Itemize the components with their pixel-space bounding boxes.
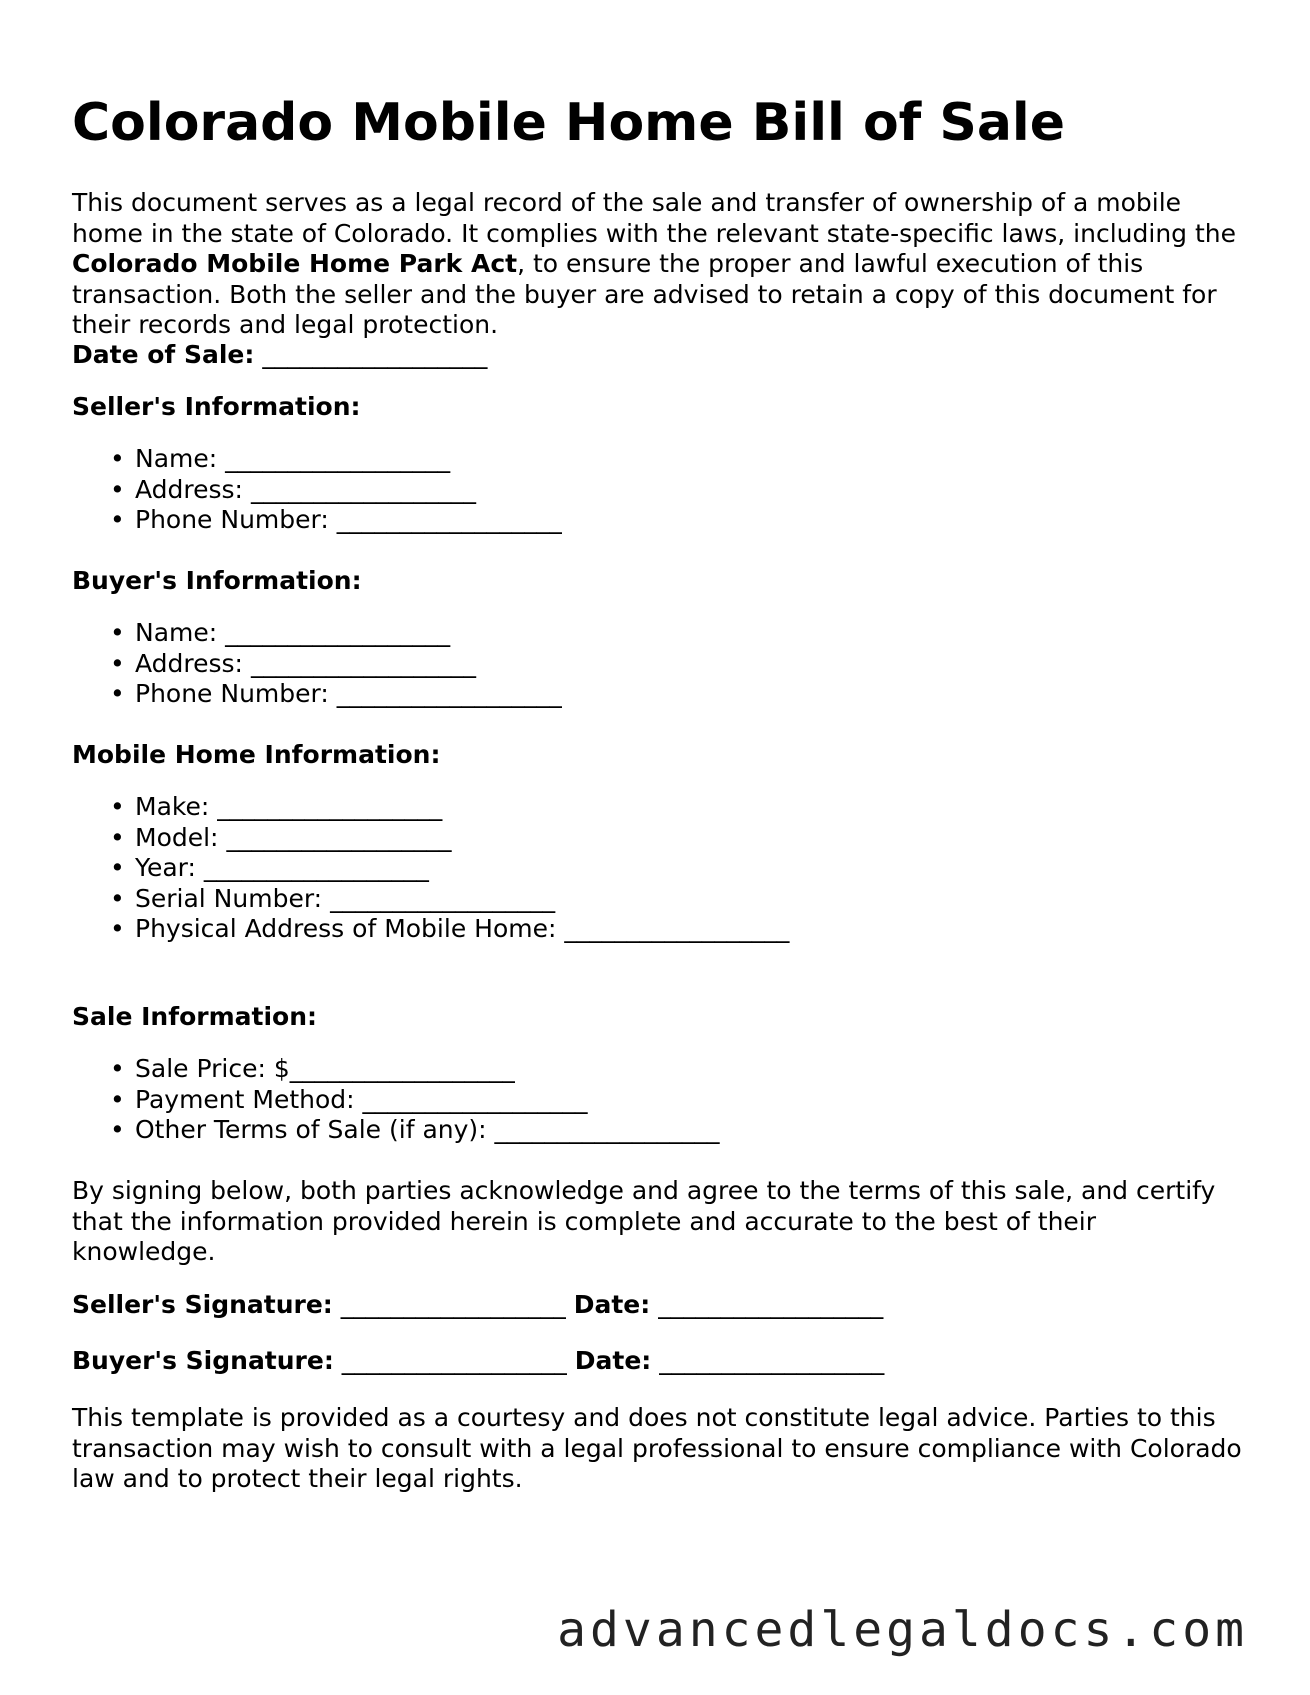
bullet-icon: • xyxy=(110,474,125,504)
bullet-icon: • xyxy=(110,618,125,647)
make-label: Make: xyxy=(135,792,210,821)
seller-name-label: Name: xyxy=(135,444,218,473)
seller-phone-label: Phone Number: xyxy=(135,505,329,534)
list-item xyxy=(72,884,789,915)
list-item xyxy=(72,618,562,649)
buyer-signature-line xyxy=(72,1346,884,1377)
list-item xyxy=(72,792,789,823)
serial-number-label: Serial Number: xyxy=(135,883,323,913)
list-item xyxy=(72,1085,720,1116)
bullet-icon: • xyxy=(110,679,125,708)
bullet-icon: • xyxy=(110,853,125,882)
date-of-sale-label: Date of Sale: xyxy=(72,340,255,369)
bullet-icon: • xyxy=(110,914,125,943)
intro-paragraph xyxy=(72,188,1242,341)
year-label: Year: xyxy=(135,853,196,882)
bullet-icon: • xyxy=(110,505,125,534)
mobile-home-info-list xyxy=(72,792,789,945)
buyer-address-blank[interactable]: __________________ xyxy=(250,648,476,678)
buyer-date-label: Date: xyxy=(574,1346,652,1375)
list-item xyxy=(72,1054,720,1085)
list-item xyxy=(72,475,562,506)
intro-text-2: , to ensure the proper and lawful execution of this transaction. Both the seller and the buyer are advised to retain a copy of this document for their records and legal protection. xyxy=(72,249,1217,339)
buyer-name-blank[interactable]: __________________ xyxy=(225,618,451,647)
bullet-icon: • xyxy=(110,444,125,473)
acknowledgment-paragraph: By signing below, both parties acknowledge and agree to the terms of this sale, and certify that the information provided herein is complete and accurate to the best of their knowledge. xyxy=(72,1176,1216,1266)
seller-info-list xyxy=(72,444,562,536)
list-item xyxy=(72,853,789,884)
list-item xyxy=(72,649,562,680)
bullet-icon: • xyxy=(110,1054,125,1083)
site-watermark: advancedlegaldocs.com xyxy=(557,1602,1248,1658)
list-item xyxy=(72,679,562,710)
intro-text-1: This document serves as a legal record of the sale and transfer of ownership of a mobile home in the state of Colorado. It complies with the relevant state-specific laws, including the xyxy=(72,188,1237,248)
sale-heading: Sale Information: xyxy=(72,1002,317,1031)
sale-info-list xyxy=(72,1054,720,1146)
buyer-info-list xyxy=(72,618,562,710)
date-of-sale-blank[interactable]: __________________ xyxy=(262,340,488,369)
buyer-name-label: Name: xyxy=(135,618,218,647)
buyer-signature-blank[interactable]: __________________ xyxy=(341,1346,567,1375)
seller-heading: Seller's Information: xyxy=(72,392,361,421)
bullet-icon: • xyxy=(110,822,125,852)
seller-date-blank[interactable]: __________________ xyxy=(658,1290,884,1319)
bullet-icon: • xyxy=(110,792,125,821)
seller-signature-line xyxy=(72,1290,883,1321)
list-item xyxy=(72,505,562,536)
bullet-icon: • xyxy=(110,1084,125,1114)
buyer-signature-label: Buyer's Signature: xyxy=(72,1346,334,1375)
bullet-icon: • xyxy=(110,883,125,913)
buyer-address-label: Address: xyxy=(135,648,243,678)
other-terms-blank[interactable]: __________________ xyxy=(494,1115,720,1144)
list-item xyxy=(72,1115,720,1146)
payment-method-label: Payment Method: xyxy=(135,1084,355,1114)
bullet-icon: • xyxy=(110,648,125,678)
mobile-home-heading: Mobile Home Information: xyxy=(72,740,441,769)
physical-address-blank[interactable]: __________________ xyxy=(564,914,790,943)
make-blank[interactable]: __________________ xyxy=(217,792,443,821)
buyer-phone-blank[interactable]: __________________ xyxy=(336,679,562,708)
bullet-icon: • xyxy=(110,1115,125,1144)
date-of-sale-line xyxy=(72,340,487,371)
serial-number-blank[interactable]: __________________ xyxy=(330,883,556,913)
seller-address-blank[interactable]: __________________ xyxy=(250,474,476,504)
buyer-heading: Buyer's Information: xyxy=(72,566,362,595)
seller-date-label: Date: xyxy=(573,1290,651,1319)
year-blank[interactable]: __________________ xyxy=(203,853,429,882)
list-item xyxy=(72,444,562,475)
physical-address-label: Physical Address of Mobile Home: xyxy=(135,914,557,943)
seller-phone-blank[interactable]: __________________ xyxy=(336,505,562,534)
act-name: Colorado Mobile Home Park Act xyxy=(72,249,518,278)
list-item xyxy=(72,914,789,945)
other-terms-label: Other Terms of Sale (if any): xyxy=(135,1115,487,1144)
buyer-phone-label: Phone Number: xyxy=(135,679,329,708)
model-blank[interactable]: __________________ xyxy=(226,822,452,852)
sale-price-label: Sale Price: $ xyxy=(135,1054,290,1083)
model-label: Model: xyxy=(135,822,219,852)
seller-address-label: Address: xyxy=(135,474,243,504)
page-title: Colorado Mobile Home Bill of Sale xyxy=(72,93,1066,153)
disclaimer-paragraph: This template is provided as a courtesy and does not constitute legal advice. Parties to this transaction may wish to consult with a legal professional to ensure compliance with Colorado law and to protect their legal rights. xyxy=(72,1403,1242,1493)
sale-price-blank[interactable]: __________________ xyxy=(289,1054,515,1083)
payment-method-blank[interactable]: __________________ xyxy=(362,1084,588,1114)
seller-signature-blank[interactable]: __________________ xyxy=(340,1290,566,1319)
seller-signature-label: Seller's Signature: xyxy=(72,1290,333,1319)
seller-name-blank[interactable]: __________________ xyxy=(225,444,451,473)
buyer-date-blank[interactable]: __________________ xyxy=(659,1346,885,1375)
list-item xyxy=(72,823,789,854)
